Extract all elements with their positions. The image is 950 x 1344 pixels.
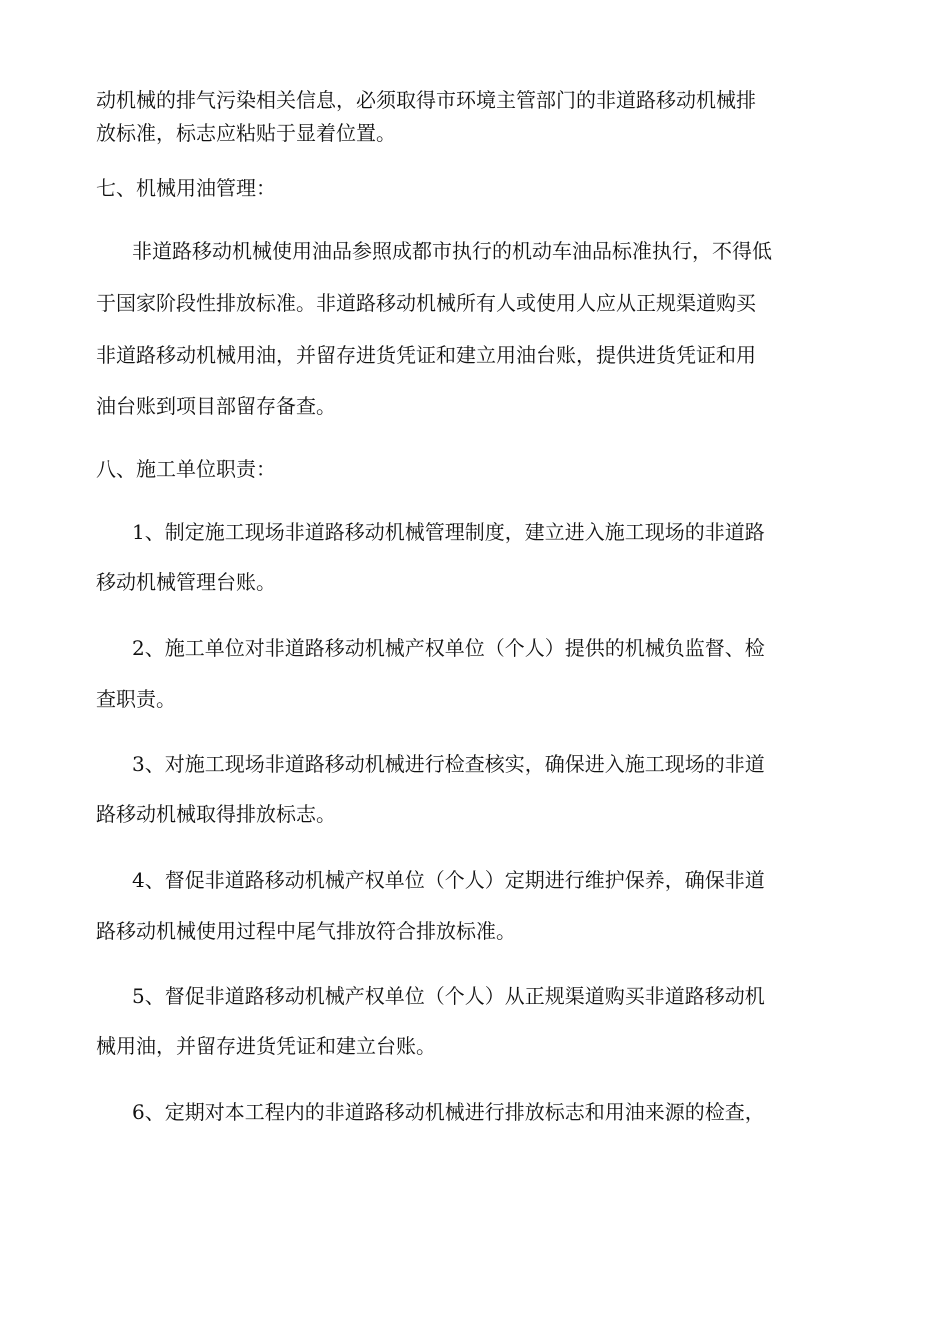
text-line: 移动机械管理台账。 — [96, 570, 276, 594]
text-line: 非道路移动机械用油，并留存进货凭证和建立用油台账，提供进货凭证和用 — [96, 343, 756, 367]
text-line: 动机械的排气污染相关信息，必须取得市环境主管部门的非道路移动机械排 — [96, 88, 756, 112]
text-line: 械用油，并留存进货凭证和建立台账。 — [96, 1034, 436, 1058]
text-line: 放标准，标志应粘贴于显着位置。 — [96, 121, 396, 145]
list-item-5: 5、督促非道路移动机械产权单位（个人）从正规渠道购买非道路移动机 — [132, 984, 765, 1008]
list-item-6: 6、定期对本工程内的非道路移动机械进行排放标志和用油来源的检查， — [132, 1100, 765, 1124]
list-item-1: 1、制定施工现场非道路移动机械管理制度，建立进入施工现场的非道路 — [132, 520, 765, 544]
list-item-2: 2、施工单位对非道路移动机械产权单位（个人）提供的机械负监督、检 — [132, 636, 765, 660]
text-line: 油台账到项目部留存备查。 — [96, 394, 336, 418]
section-heading-8: 八、施工单位职责： — [96, 457, 276, 481]
text-line: 非道路移动机械使用油品参照成都市执行的机动车油品标准执行，不得低 — [132, 239, 772, 263]
text-line: 路移动机械使用过程中尾气排放符合排放标准。 — [96, 919, 516, 943]
section-heading-7: 七、机械用油管理： — [96, 176, 276, 200]
list-item-4: 4、督促非道路移动机械产权单位（个人）定期进行维护保养，确保非道 — [132, 868, 765, 892]
text-line: 路移动机械取得排放标志。 — [96, 802, 336, 826]
text-line: 查职责。 — [96, 687, 176, 711]
text-line: 于国家阶段性排放标准。非道路移动机械所有人或使用人应从正规渠道购买 — [96, 291, 756, 315]
list-item-3: 3、对施工现场非道路移动机械进行检查核实，确保进入施工现场的非道 — [132, 752, 765, 776]
